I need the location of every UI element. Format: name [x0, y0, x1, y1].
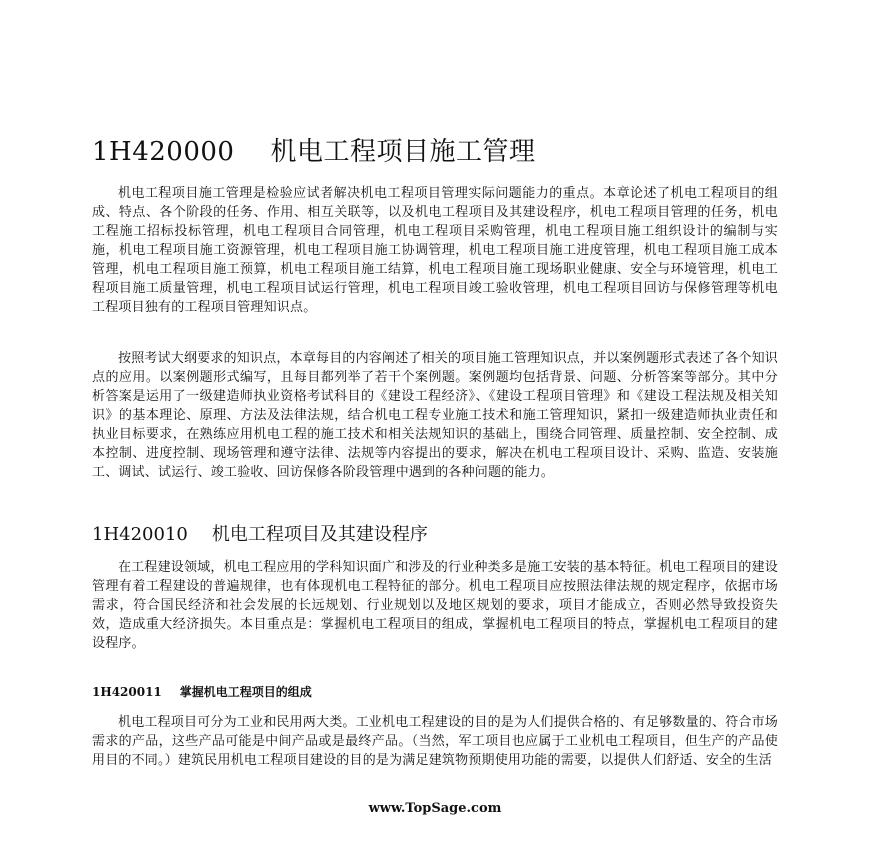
chapter-code: 1H420000 [92, 137, 235, 167]
intro-paragraph-2: 按照考试大纲要求的知识点，本章每目的内容阐述了相关的项目施工管理知识点，并以案例题形式表述了各个知识点的应用。以案例题形式编写，且每目都列举了若干个案例题。案例题均包括背景、问题、分析答案等部分。其中分析答案是运用了一级建造师执业资格考试科目的《建设工程经济》、《建设工程项目管理》和《建设工程法规及相关知识》的基本理论、原理、方法及法律法规，结合机电工程专业施工技术和施工管理知识，紧扣一级建造师执业责任和执业目标要求，在熟练应用机电工程的施工技术和相关法规知识的基础上，围绕合同管理、质量控制、安全控制、成本控制、进度控制、现场管理和遵守法律、法规等内容提出的要求，解决在机电工程项目设计、采购、监造、安装施工、调试、试运行、竣工验收、回访保修各阶段管理中遇到的各种问题的能力。 [92, 351, 779, 480]
intro-paragraph-1: 机电工程项目施工管理是检验应试者解决机电工程项目管理实际问题能力的重点。本章论述了机电工程项目的组成、特点、各个阶段的任务、作用、相互关联等，以及机电工程项目及其建设程序，机电工程项目管理的任务，机电工程施工招标投标管理，机电工程项目合同管理，机电工程项目采购管理，机电工程项目施工组织设计的编制与实施，机电工程项目施工资源管理，机电工程项目施工协调管理，机电工程项目施工进度管理，机电工程项目施工成本管理，机电工程项目施工预算，机电工程项目施工结算，机电工程项目施工现场职业健康、安全与环境管理，机电工程项目施工质量管理，机电工程项目试运行管理，机电工程项目竣工验收管理，机电工程项目回访与保修管理等机电工程项目独有的工程项目管理知识点。 [92, 186, 778, 315]
subsection-title-text: 掌握机电工程项目的组成 [179, 685, 312, 699]
section-code: 1H420010 [92, 524, 188, 545]
chapter-title-text: 机电工程项目施工管理 [270, 137, 536, 167]
section-paragraph: 在工程建设领域，机电工程应用的学科知识面广和涉及的行业种类多是施工安装的基本特征。机电工程项目的建设管理有着工程建设的普遍规律，也有体现机电工程特征的部分。机电工程项目应按照法律法规的规定程序，依据市场需求，符合国民经济和社会发展的长远规划、行业规划以及地区规划的要求，项目才能成立，否则必然导致投资失效，造成重大经济损失。本目重点是：掌握机电工程项目的组成，掌握机电工程项目的特点，掌握机电工程项目的建设程序。 [92, 560, 779, 651]
section-title-text: 机电工程项目及其建设程序 [211, 524, 428, 545]
subsection-title [92, 683, 792, 701]
chapter-title [92, 134, 792, 170]
section-title [92, 522, 792, 548]
subsection-code: 1H420011 [92, 685, 162, 699]
subsection-paragraph: 机电工程项目可分为工业和民用两大类。工业机电工程建设的目的是为人们提供合格的、有足够数量的、符合市场需求的产品，这些产品可能是中间产品或是最终产品。（当然，军工项目也应属于工业机电工程项目，但生产的产品使用目的不同。）建筑民用机电工程项目建设的目的是为满足建筑物预期使用功能的需要，以提供人们舒适、安全的生活 [92, 715, 779, 768]
footer-website: www.TopSage.com [368, 801, 502, 816]
